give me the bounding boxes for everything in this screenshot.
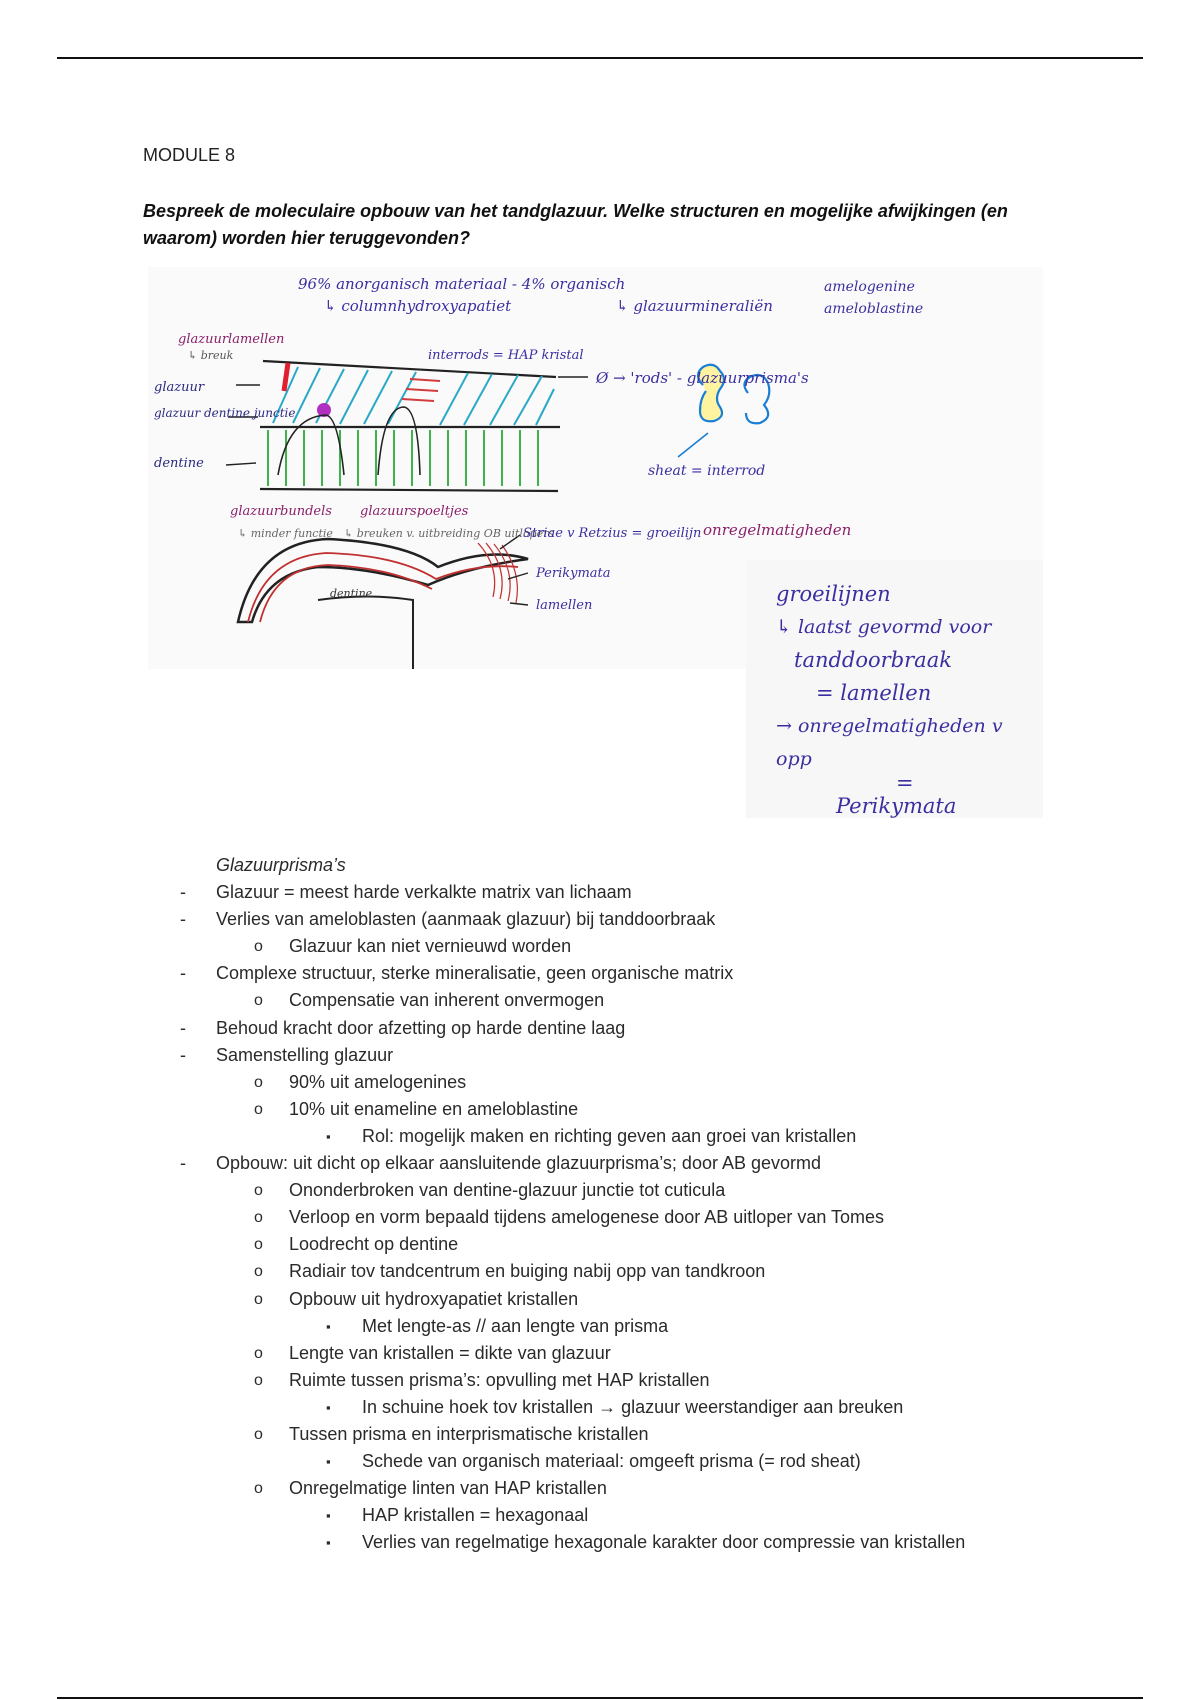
dentine-label: dentine — [154, 456, 204, 471]
note-item — [0, 1421, 1200, 1448]
bullet-marker: o — [254, 1480, 263, 1498]
notes-list — [0, 852, 1200, 1556]
note-item — [0, 1150, 1200, 1177]
protein-2: ameloblastine — [824, 301, 924, 317]
note-item — [0, 933, 1200, 960]
note-item — [0, 852, 1200, 879]
note-item — [0, 1231, 1200, 1258]
sheat-label: sheat = interrod — [648, 463, 766, 479]
note-item — [0, 960, 1200, 987]
glazuur-label: glazuur — [154, 380, 205, 395]
note-item — [0, 1204, 1200, 1231]
bullet-marker: - — [180, 963, 186, 984]
bullet-marker: - — [180, 909, 186, 930]
composition-sub-left: ↳ columnhydroxyapatiet — [324, 297, 512, 315]
lamellen-label: lamellen — [536, 598, 593, 613]
side-note-line: ↳ laatst gevormd voor — [776, 616, 992, 638]
note-text: Glazuurprisma’s — [216, 855, 346, 875]
bullet-marker: o — [254, 938, 263, 956]
bullet-marker: o — [254, 1236, 263, 1254]
bullet-marker: - — [180, 1017, 186, 1038]
note-text: Ruimte tussen prisma’s: opvulling met HAP kristallen — [289, 1369, 710, 1390]
module-label: MODULE 8 — [143, 145, 236, 165]
note-item — [0, 1340, 1200, 1367]
note-text: Schede van organisch materiaal: omgeeft prisma (= rod sheat) — [362, 1451, 861, 1472]
note-item — [0, 1394, 1200, 1421]
bullet-marker: o — [254, 1371, 263, 1389]
rods-label: Ø → 'rods' - glazuurprisma's — [596, 369, 809, 387]
bullet-marker: o — [254, 1100, 263, 1118]
note-item — [0, 1123, 1200, 1150]
bullet-marker: o — [254, 1290, 263, 1308]
bullet-marker: - — [180, 882, 186, 903]
striae-label: Striae v Retzius = groeilijn — [523, 526, 702, 541]
bullet-marker: o — [254, 1209, 263, 1227]
note-text: Verlies van ameloblasten (aanmaak glazuur) bij tanddoorbraak — [216, 909, 716, 930]
note-text: Verlies van regelmatige hexagonale karakter door compressie van kristallen — [362, 1532, 966, 1553]
note-item — [0, 1015, 1200, 1042]
note-text: 90% uit amelogenines — [289, 1071, 467, 1092]
bullet-marker: o — [254, 1263, 263, 1281]
bullet-marker: o — [254, 1425, 263, 1443]
bullet-marker: - — [180, 1044, 186, 1065]
bullet-marker: ▪ — [326, 1399, 331, 1415]
note-text: Verloop en vorm bepaald tijdens amelogenese door AB uitloper van Tomes — [289, 1207, 885, 1228]
bottom-rule — [57, 1697, 1143, 1699]
note-text: Loodrecht op dentine — [289, 1234, 459, 1255]
protein-1: amelogenine — [824, 279, 915, 295]
composition-top: 96% anorganisch materiaal - 4% organisch — [298, 275, 626, 293]
note-item — [0, 1313, 1200, 1340]
spindles-label: glazuurspoeltjes — [360, 504, 469, 519]
side-note-line: tanddoorbraak — [794, 648, 952, 672]
interrods-label: interrods = HAP kristal — [428, 348, 584, 363]
side-note-text — [776, 578, 1043, 823]
bullet-marker: ▪ — [326, 1318, 331, 1334]
note-item — [0, 1177, 1200, 1204]
note-text: Met lengte-as // aan lengte van prisma — [362, 1315, 669, 1336]
lamellae-sub: ↳ breuk — [188, 349, 234, 362]
note-item — [0, 1042, 1200, 1069]
note-text: Onregelmatige linten van HAP kristallen — [289, 1478, 607, 1499]
note-text: Samenstelling glazuur — [216, 1044, 394, 1065]
composition-sub-right: ↳ glazuurmineraliën — [616, 297, 773, 315]
question-heading: Bespreek de moleculaire opbouw van het tandglazuur. Welke structuren en mogelijke afwijkingen (en waarom) worden hier teruggevonden? — [143, 201, 1008, 248]
note-text: Glazuur = meest harde verkalkte matrix van lichaam — [216, 882, 632, 903]
note-text: In schuine hoek tov kristallen → glazuur weerstandiger aan breuken — [362, 1396, 904, 1417]
side-note-line: = lamellen — [816, 681, 932, 705]
bullet-marker: o — [254, 1073, 263, 1091]
note-item — [0, 879, 1200, 906]
note-item — [0, 1529, 1200, 1556]
bullet-marker: - — [180, 1153, 186, 1174]
lamellae-label: glazuurlamellen — [178, 332, 285, 347]
note-item — [0, 1448, 1200, 1475]
tufts-label: glazuurbundels — [230, 504, 332, 519]
note-text: Ononderbroken van dentine-glazuur junctie tot cuticula — [289, 1180, 726, 1201]
note-text: HAP kristallen = hexagonaal — [362, 1505, 589, 1526]
note-item — [0, 906, 1200, 933]
bullet-marker: o — [254, 992, 263, 1010]
note-text: Opbouw uit hydroxyapatiet kristallen — [289, 1288, 579, 1309]
note-item — [0, 1096, 1200, 1123]
bullet-marker: ▪ — [326, 1535, 331, 1551]
side-note-line: groeilijnen — [776, 582, 891, 606]
note-text: Opbouw: uit dicht op elkaar aansluitende glazuurprisma’s; door AB gevormd — [216, 1153, 822, 1174]
perikymata-label: Perikymata — [536, 566, 611, 581]
note-text: Radiair tov tandcentrum en buiging nabij opp van tandkroon — [289, 1261, 766, 1282]
side-note — [746, 560, 1043, 818]
dentine-small-label: dentine — [330, 587, 373, 600]
note-text: Compensatie van inherent onvermogen — [289, 990, 605, 1011]
side-note-line: = — [896, 771, 914, 795]
note-item — [0, 1475, 1200, 1502]
note-text: Behoud kracht door afzetting op harde dentine laag — [216, 1017, 626, 1038]
bullet-marker: o — [254, 1182, 263, 1200]
note-text: Tussen prisma en interprismatische kristallen — [289, 1423, 649, 1444]
side-note-line: Perikymata — [836, 794, 957, 818]
note-text: Rol: mogelijk maken en richting geven aan groei van kristallen — [362, 1125, 857, 1146]
note-item — [0, 1069, 1200, 1096]
note-item — [0, 1286, 1200, 1313]
note-item — [0, 1367, 1200, 1394]
bullet-marker: ▪ — [326, 1128, 331, 1144]
bullet-marker: ▪ — [326, 1454, 331, 1470]
bullet-marker: o — [254, 1344, 263, 1362]
tufts-sub: ↳ minder functie — [238, 527, 333, 540]
note-item — [0, 987, 1200, 1014]
onregelmatigheden-label: onregelmatigheden — [703, 521, 852, 539]
note-item — [0, 1258, 1200, 1285]
bullet-marker: ▪ — [326, 1508, 331, 1524]
note-text: 10% uit enameline en ameloblastine — [289, 1098, 579, 1119]
note-text: Glazuur kan niet vernieuwd worden — [289, 936, 572, 957]
side-note-line: → onregelmatigheden v opp — [776, 715, 1003, 770]
junctie-label: glazuur dentine junctie — [154, 406, 296, 420]
note-item — [0, 1502, 1200, 1529]
note-text: Complexe structuur, sterke mineralisatie, geen organische matrix — [216, 963, 734, 984]
spindles-sub: ↳ breuken v. uitbreiding OB uitlopers — [344, 527, 555, 540]
note-text: Lengte van kristallen = dikte van glazuur — [289, 1342, 611, 1363]
top-rule — [57, 57, 1143, 59]
